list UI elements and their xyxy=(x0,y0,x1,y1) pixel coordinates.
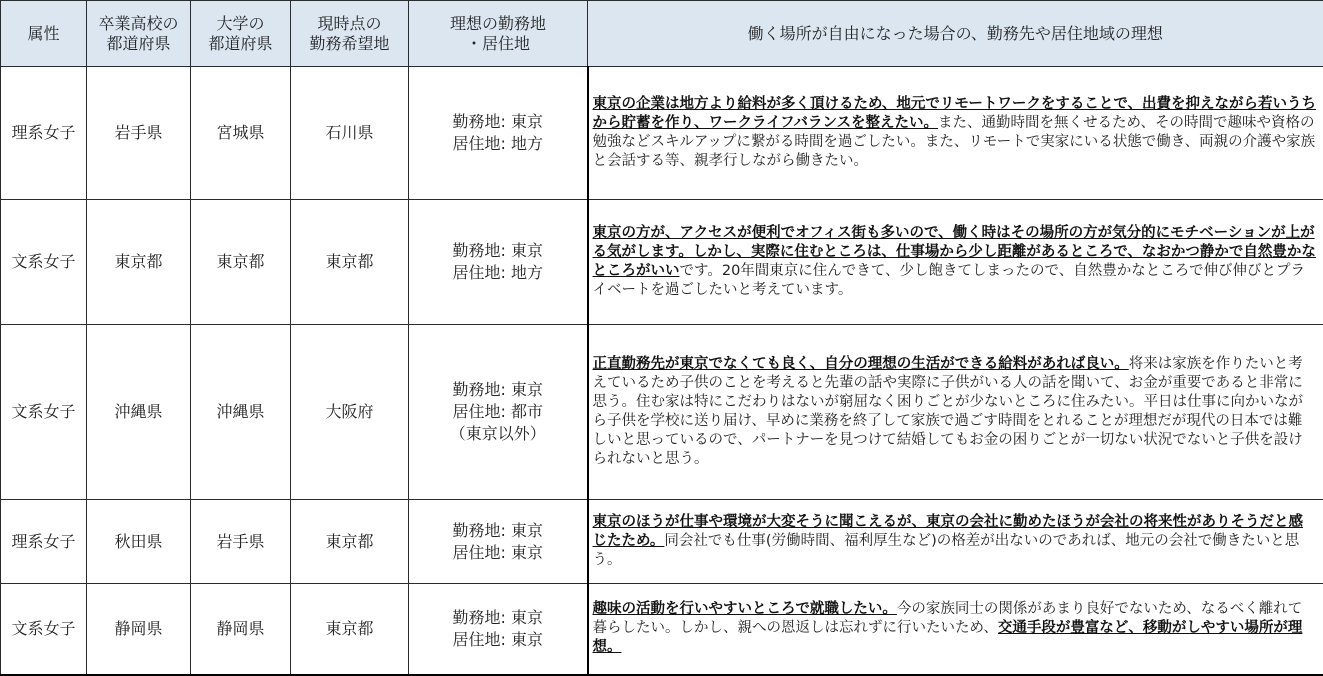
header-row xyxy=(1,1,1323,67)
cell-university-prefecture: 静岡県 xyxy=(191,584,291,675)
ideal-body-text: です。20年間東京に住んできて、少し飽きてしまったので、自然豊かなところで伸び伸びとプライベートを過ごしたいと考えています。 xyxy=(593,263,1306,298)
cell-attribute: 理系女子 xyxy=(1,67,87,200)
cell-ideal-location: 勤務地: 東京 居住地: 東京 xyxy=(409,584,588,675)
cell-university-prefecture: 宮城県 xyxy=(191,67,291,200)
ideal-body-text: また、通勤時間を無くせるため、その時間で趣味や資格の勉強などスキルアップに繋がる時間を過ごしたい。また、リモートで実家にいる状態で働き、両親の介護や家族と会話する等、親孝行しながら働きたい。 xyxy=(593,115,1316,169)
ideal-emphasis-text: 正直勤務先が東京でなくても良く、自分の理想の生活ができる給料があれば良い。 xyxy=(593,356,1129,372)
cell-ideal-location: 勤務地: 東京 居住地: 地方 xyxy=(409,200,588,325)
cell-high-school-prefecture: 岩手県 xyxy=(87,67,191,200)
header-high-school-prefecture: 卒業高校の 都道府県 xyxy=(87,1,191,67)
cell-ideal-description xyxy=(588,584,1323,675)
cell-university-prefecture: 岩手県 xyxy=(191,500,291,584)
cell-current-desired-location: 東京都 xyxy=(291,584,409,675)
cell-current-desired-location: 大阪府 xyxy=(291,325,409,500)
cell-attribute: 文系女子 xyxy=(1,325,87,500)
cell-current-desired-location: 東京都 xyxy=(291,200,409,325)
ideal-body-text: 将来は家族を作りたいと考えているため子供のことを考えると先輩の話や実際に子供がいる人の話を聞いて、お金が重要であると非常に思う。住む家は特にこだわりはないが窮屈なく困りごとが少ないところに住みたい。平日は仕事に向かいながら子供を学校に送り届け、早めに業務を終了して家族で過ごす時間をとれることが理想だが現代の日本では難しいと思っているので、パートナーを見つけて結婚してもお金の困りごとが一切ない状況でないと子供を設けられないと思う。 xyxy=(593,356,1304,467)
cell-ideal-description xyxy=(588,200,1323,325)
table-row xyxy=(1,325,1323,500)
cell-high-school-prefecture: 静岡県 xyxy=(87,584,191,675)
cell-high-school-prefecture: 東京都 xyxy=(87,200,191,325)
cell-ideal-location: 勤務地: 東京 居住地: 地方 xyxy=(409,67,588,200)
cell-attribute: 文系女子 xyxy=(1,200,87,325)
header-ideal-description: 働く場所が自由になった場合の、勤務先や居住地域の理想 xyxy=(588,1,1323,67)
cell-high-school-prefecture: 秋田県 xyxy=(87,500,191,584)
cell-ideal-description xyxy=(588,67,1323,200)
cell-university-prefecture: 沖縄県 xyxy=(191,325,291,500)
ideal-emphasis-text: 東京の方が、アクセスが便利でオフィス街も多いので、働く時はその場所の方が気分的にモチベーションが上がる気がします。しかし、実際に住むところは、仕事場から少し距離があるところで、なおかつ静かで自然豊かなところがいい xyxy=(593,225,1316,279)
cell-ideal-location: 勤務地: 東京 居住地: 東京 xyxy=(409,500,588,584)
cell-university-prefecture: 東京都 xyxy=(191,200,291,325)
cell-current-desired-location: 石川県 xyxy=(291,67,409,200)
header-university-prefecture: 大学の 都道府県 xyxy=(191,1,291,67)
cell-attribute: 理系女子 xyxy=(1,500,87,584)
ideal-body-text: 同会社でも仕事(労働時間、福利厚生など)の格差が出ないのであれば、地元の会社で働きたいと思う。 xyxy=(593,533,1300,568)
header-ideal-location: 理想の勤務地 ・居住地 xyxy=(409,1,588,67)
cell-current-desired-location: 東京都 xyxy=(291,500,409,584)
header-attribute: 属性 xyxy=(1,1,87,67)
cell-ideal-description xyxy=(588,325,1323,500)
cell-attribute: 文系女子 xyxy=(1,584,87,675)
ideal-emphasis-text: 東京のほうが仕事や環境が大変そうに聞こえるが、東京の会社に勤めたほうが会社の将来性がありそうだと感じたため。 xyxy=(593,514,1304,549)
ideal-emphasis-text: 趣味の活動を行いやすいところで就職したい。 xyxy=(593,601,897,617)
table-row xyxy=(1,584,1323,675)
ideal-emphasis-text-2: 交通手段が豊富など、移動がしやすい場所が理想。 xyxy=(593,620,1303,655)
table-row xyxy=(1,200,1323,325)
header-current-desired-location: 現時点の 勤務希望地 xyxy=(291,1,409,67)
table-row xyxy=(1,500,1323,584)
ideal-body-text: 今の家族同士の関係があまり良好でないため、なるべく離れて暮らしたい。しかし、親への恩返しは忘れずに行いたいため、 xyxy=(593,601,1303,636)
cell-ideal-location: 勤務地: 東京 居住地: 都市 （東京以外） xyxy=(409,325,588,500)
cell-ideal-description xyxy=(588,500,1323,584)
ideal-emphasis-text: 東京の企業は地方より給料が多く頂けるため、地元でリモートワークをすることで、出費を抑えながら若いうちから貯蓄を作り、ワークライフバランスを整えたい。 xyxy=(593,96,1317,131)
cell-high-school-prefecture: 沖縄県 xyxy=(87,325,191,500)
table-row xyxy=(1,67,1323,200)
